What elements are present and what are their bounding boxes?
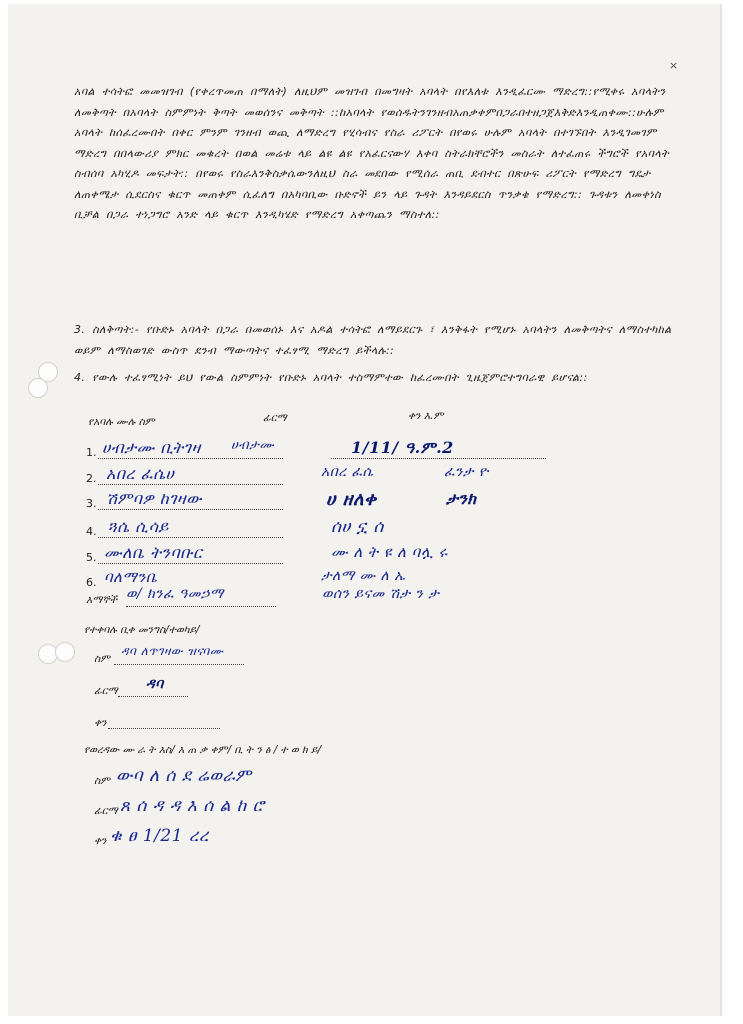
member-row [86,517,546,543]
witness-value-right: ወሰን ይናመ ሽታ ን ታ [322,586,440,602]
witness-row [86,586,546,612]
member-name: ሙለቤ ትንባቡር [104,543,203,562]
member-signature: ሀብታሙ [231,438,275,453]
corner-mark: × [669,59,679,72]
punch-hole [28,378,48,398]
signature-label: ፊርማ [94,685,118,697]
member-mark: አበረ ፈሴ [321,464,374,480]
date-label: ቀን [94,717,107,729]
official-1-sig-row [86,676,546,702]
date-label: ቀን [94,835,107,847]
name-label: ስም [94,775,110,787]
member-name: ባለማንቤ [104,568,158,586]
official-1-name-row [86,644,546,670]
member-row [86,464,546,490]
member-name: ሀብታሙ ቢትገዛ [102,438,201,457]
paragraph-responsibilities: አባል ተሳትፎ መመዝገብ (የቀረጥመጠ በማለት) ለዚህም መዝገብ በመግዛት አባላት በየእለቱ እንዲፈርሙ ማድረግ::የሚቀሩ አባላትን ለመቅጣት በአባላት ስምምነት ቅጣት መወሰንና መቅጣት ::ከአባላት የወሰዱትንገንዘብአጠቃቀምበጋራበተዘጋጀእቅድእንዲጠቀሙ::ሁሉም አባላት ከሰፈረሙበት በቀር ምንም ገንዘብ ወጪ ለማድረግ የሂሳብና የስራ ሪፖርት በየወሩ ሁሉም አባላት በተገኙበት እንዲገመገም ማድረግ በበላውሪያ ምክር መቁረት በወል መሬቱ ላይ ልዩ ልዩ የአፈርናውሃ እቀባ ስትራክቸሮችን መስራት ለተፈጠሩ ችግሮች የአባላት ስብሰባ አካሂዶ መፍታት:: በየወሩ የስራእንቅስቃሴውንለዚህ ስራ መደበው የሚሰራ ጠቢ ደብተር በጽሁፍ ሪፖርት የማድረግ ግዴታ ለጠቀሜታ ሲደርስና ቁርጥ መጠቀም ሲፈለግ በአካባቢው ቡድኖች ይን ላይ ጉዳት እንዳይደርስ ጥንቃቄ የማድረግ:: ጉዳቱን ለመቀነስ ቢቻል በጋራ ተነጋግሮ አንድ ላይ ቁርጥ እንዲካሄድ የማድረግ አቀጣጨን ማስተለ:: [74,85,669,221]
header-name: የአባሉ ሙሉ ስም [88,416,155,428]
row-number: 4. [86,525,97,538]
header-date: ቀን እ.ም [408,410,444,422]
member-mark: ታለማ ሙ ለ ኤ [321,568,406,584]
member-row [86,438,546,464]
document-page [8,4,720,1016]
official-2-date-row [86,826,546,852]
witness-label: እማኞች [86,594,118,606]
official-1-title: የተቀባሉ ቢቀ መንግስ/ተወካይ/ [84,624,200,636]
member-mark: ሙ ለ ት ዩ ለ ባሏ ሩ [331,543,448,561]
row-number: 6. [86,576,97,589]
member-row [86,543,546,569]
member-name: ጓሴ ሲሳይ [108,517,169,536]
member-row [86,489,546,515]
name-label: ስም [94,653,110,665]
header-signature: ፊርማ [263,412,287,424]
official-2-date: ቁ ፀ 1/21 ረረ [110,826,209,846]
official-1-signature: ዳባ [146,676,164,692]
member-mark: ሀ ዘለቀ [326,489,377,510]
member-mark-far: ፈንታ ዮ [444,464,489,480]
official-1-name: ዳባ ለጥገዛው ዝናባሙ [121,644,224,658]
signature-label: ፊርማ [94,805,118,817]
official-2-name: ውባ ለ ሰ ደ ሬወራም [116,766,252,786]
row-number: 3. [86,497,97,510]
official-2-sig-row [86,796,546,822]
punch-hole [55,642,75,662]
member-date: 1/11/ ዓ.ም.2 [351,438,454,457]
paragraph-penalties: 3. ስለቅጣት:- የቡድኑ አባላት በጋራ በመወሰኑ እና አዶል ተሳትፎ ለማይደርጉ ፣ እንቅፋት የሚሆኑ አባላትን ለመቅጣትና ለማስተካከል ወይም ለማስወገድ ውስጥ ደንብ ማውጣትና ተፈፃሚ ማድረግ ይችላሉ:: [74,323,672,357]
member-mark-far: ታንክ [446,489,477,508]
member-mark: ሰሀ ኗ ሰ [331,517,384,537]
official-2-signature: ጸ ሰ ዳ ዳ እ ሰ ል ከ ሮ [120,796,265,816]
member-name: አበረ ፈሴሀ [106,464,175,483]
paragraph-effectiveness: 4. የውሉ ተፈፃሚነት ይህ የውል ስምምነት የቡድኑ አባላት ተስማምተው ከፈረሙበት ጊዜጀምሮተግባራዊ ይሆናል:: [74,371,588,384]
row-number: 1. [86,446,97,459]
official-2-name-row [86,766,546,792]
member-name: ሽምባዎ ከገዛው [106,489,202,508]
witness-value: ወ/ ክንፈ ዓመኃማ [126,586,224,602]
row-number: 5. [86,551,97,564]
row-number: 2. [86,472,97,485]
official-1-date-row [86,712,546,734]
official-2-title: የወረዳው ሙ ራ ት እስ/ እ ጠ ቃ ቀም/ ቢ ት ን ፅ / ተ ወ ክ ይ/ [84,744,322,756]
